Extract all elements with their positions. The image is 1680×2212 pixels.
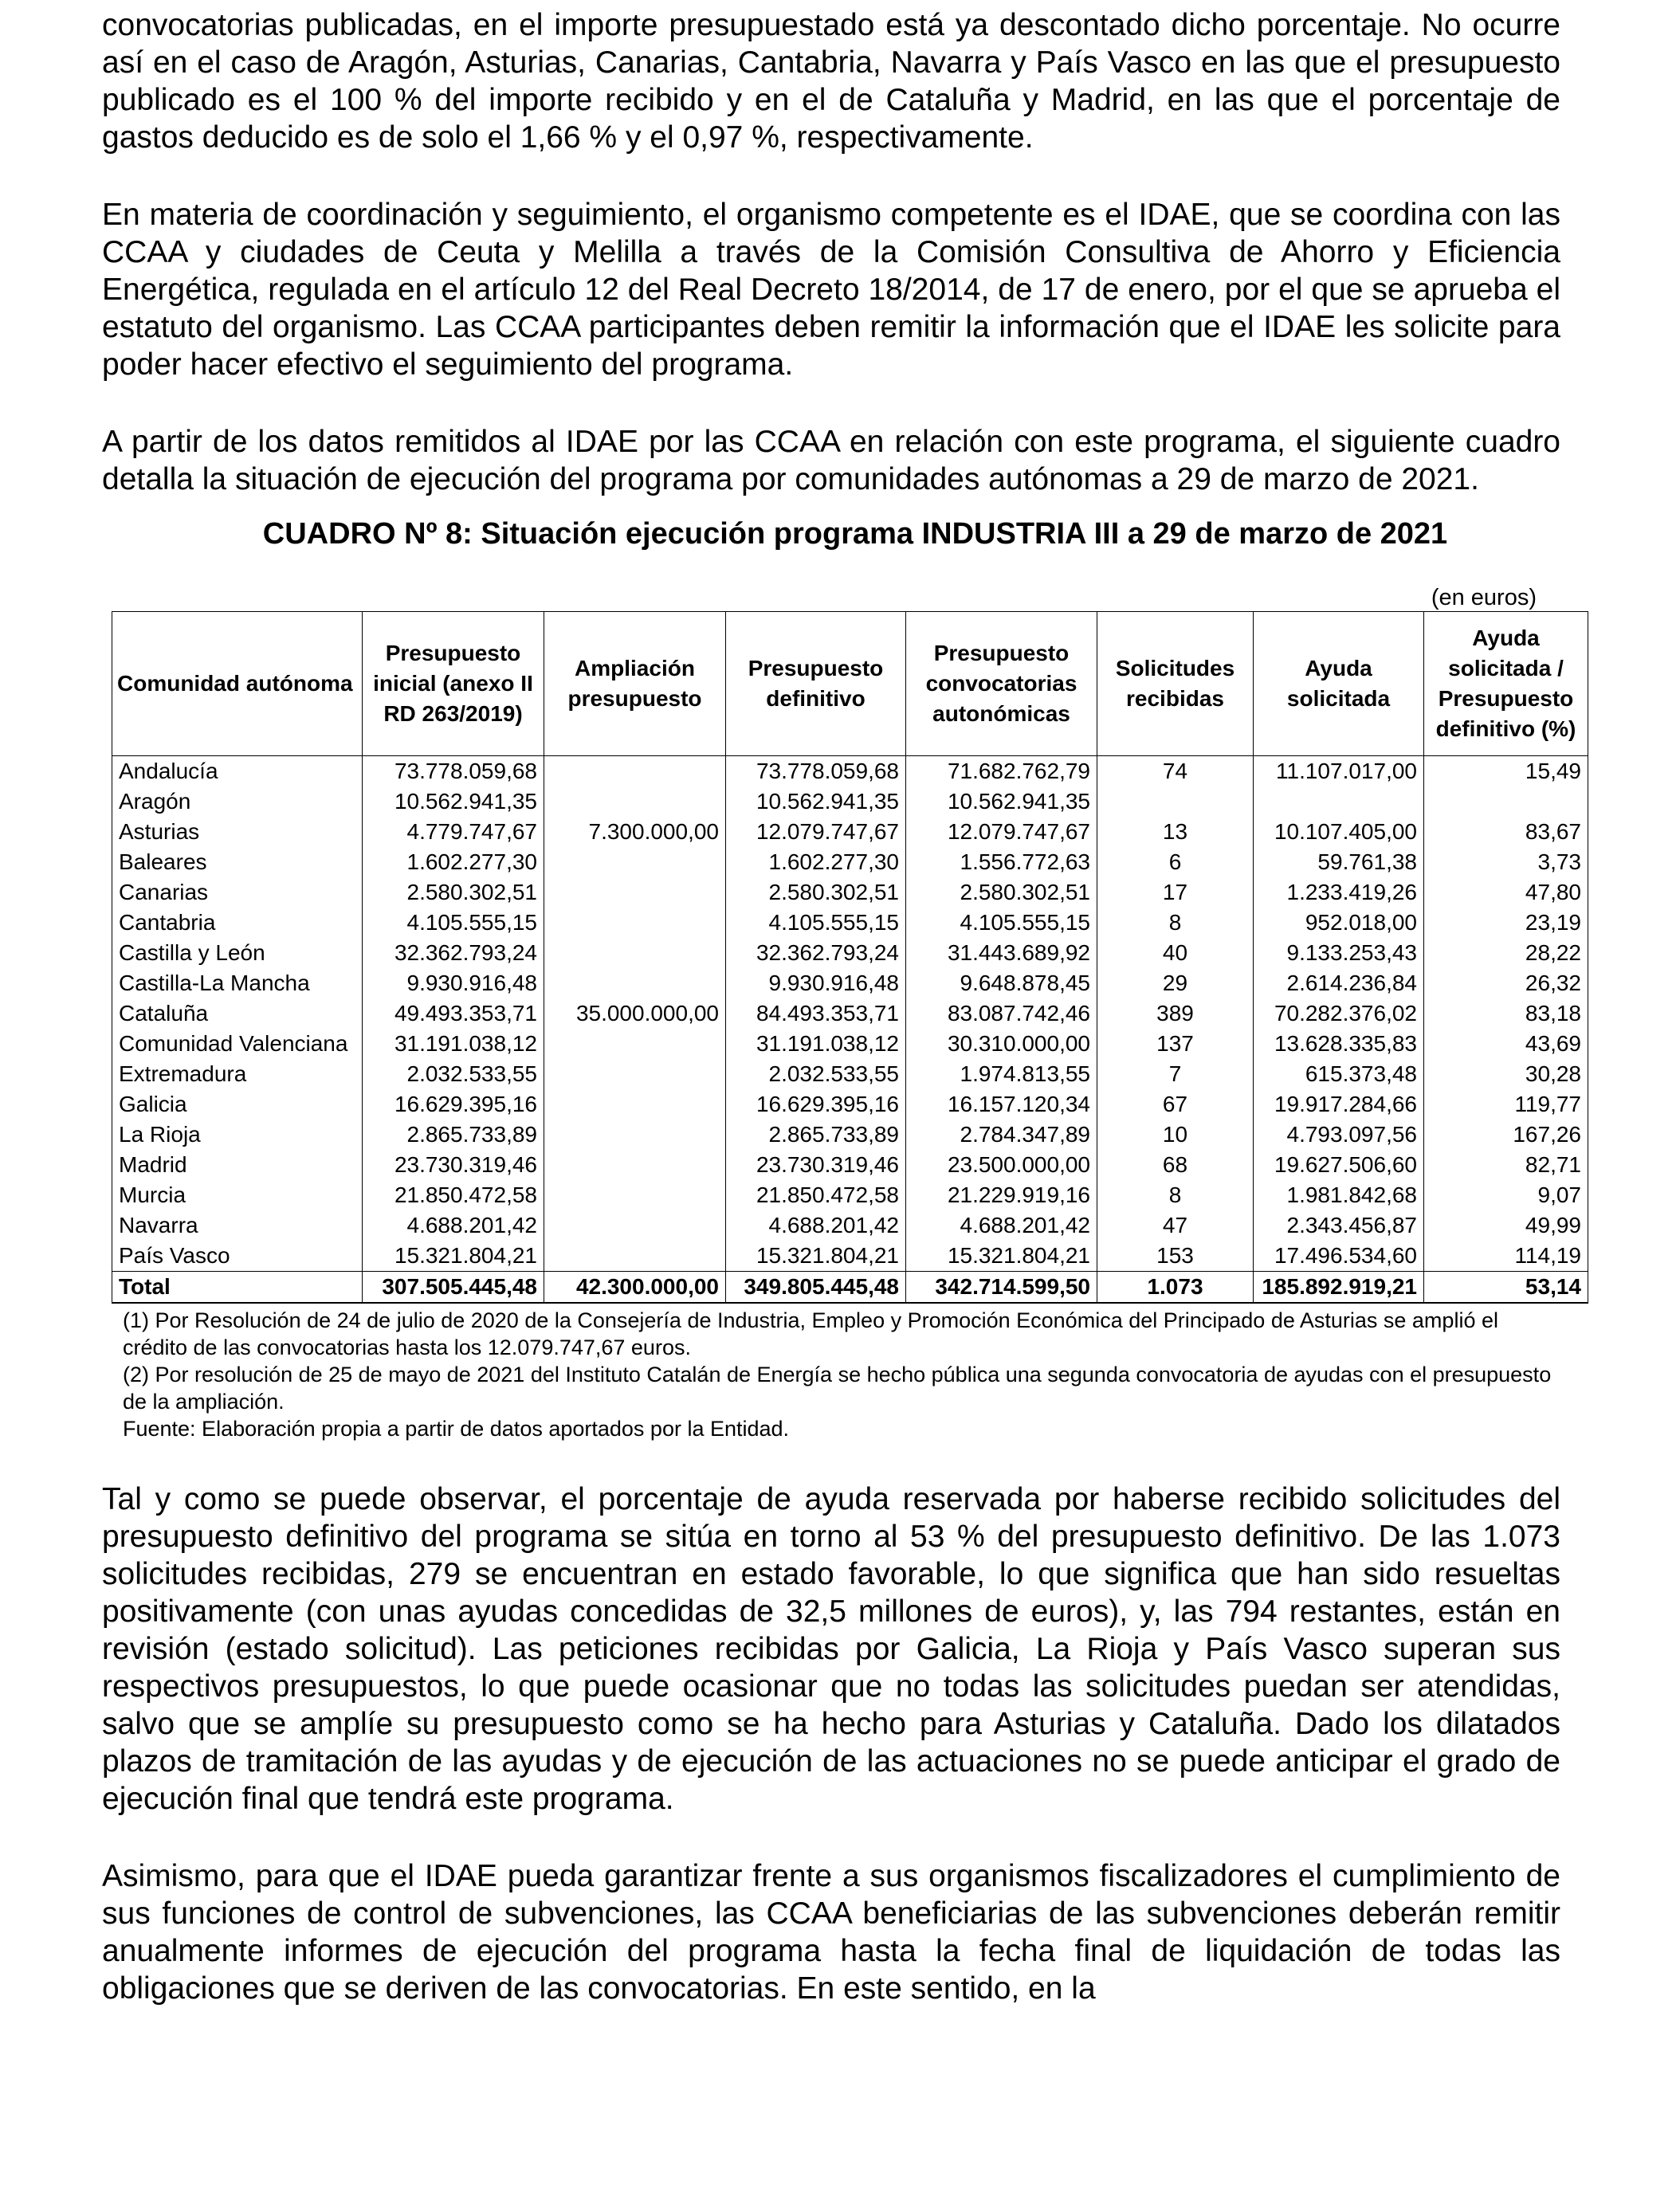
cell-solicitudes: 8 [1097,908,1254,938]
cell-ampliacion [544,1029,726,1059]
table-row [112,908,1588,938]
cell-presupuesto-inicial: 2.865.733,89 [363,1120,544,1150]
cell-presupuesto-inicial: 73.778.059,68 [363,756,544,787]
cell-ampliacion [544,968,726,998]
cell-ayuda-solicitada: 19.627.506,60 [1254,1150,1424,1180]
cell-ampliacion: 35.000.000,00 [544,998,726,1029]
table-units: (en euros) [1431,585,1537,610]
total-comunidad: Total [112,1272,363,1304]
cell-ayuda-porcentaje: 9,07 [1424,1180,1588,1210]
cell-ayuda-porcentaje: 82,71 [1424,1150,1588,1180]
cell-presupuesto-inicial: 2.032.533,55 [363,1059,544,1089]
table-body [112,756,1588,1304]
cell-presupuesto-convocatorias: 4.688.201,42 [906,1210,1097,1241]
cell-solicitudes: 74 [1097,756,1254,787]
cell-ayuda-porcentaje: 15,49 [1424,756,1588,787]
cell-presupuesto-convocatorias: 1.556.772,63 [906,847,1097,877]
total-ayuda-solicitada: 185.892.919,21 [1254,1272,1424,1304]
cell-ayuda-solicitada: 19.917.284,66 [1254,1089,1424,1120]
cell-presupuesto-inicial: 2.580.302,51 [363,877,544,908]
header-comunidad: Comunidad autónoma [112,612,363,756]
cell-comunidad: Madrid [112,1150,363,1180]
cell-presupuesto-convocatorias: 1.974.813,55 [906,1059,1097,1089]
total-ayuda-porcentaje: 53,14 [1424,1272,1588,1304]
table-row [112,817,1588,847]
cell-comunidad: La Rioja [112,1120,363,1150]
cell-comunidad: Andalucía [112,756,363,787]
cell-ayuda-solicitada: 1.233.419,26 [1254,877,1424,908]
table-row [112,786,1588,817]
total-ampliacion: 42.300.000,00 [544,1272,726,1304]
cell-presupuesto-inicial: 21.850.472,58 [363,1180,544,1210]
total-solicitudes: 1.073 [1097,1272,1254,1304]
cell-comunidad: Canarias [112,877,363,908]
cell-presupuesto-definitivo: 4.688.201,42 [726,1210,906,1241]
cell-presupuesto-inicial: 4.779.747,67 [363,817,544,847]
cell-comunidad: Extremadura [112,1059,363,1089]
cell-presupuesto-inicial: 31.191.038,12 [363,1029,544,1059]
cell-ayuda-porcentaje [1424,786,1588,817]
cell-comunidad: Aragón [112,786,363,817]
cell-ayuda-solicitada: 59.761,38 [1254,847,1424,877]
cell-presupuesto-convocatorias: 2.580.302,51 [906,877,1097,908]
cell-presupuesto-convocatorias: 10.562.941,35 [906,786,1097,817]
cell-ayuda-solicitada: 10.107.405,00 [1254,817,1424,847]
cell-solicitudes: 6 [1097,847,1254,877]
header-solicitudes: Solicitudes recibidas [1097,612,1254,756]
cell-presupuesto-convocatorias: 15.321.804,21 [906,1241,1097,1272]
cell-comunidad: Comunidad Valenciana [112,1029,363,1059]
source-note: Fuente: Elaboración propia a partir de datos aportados por la Entidad. [123,1417,790,1441]
cell-presupuesto-definitivo: 10.562.941,35 [726,786,906,817]
cell-comunidad: Galicia [112,1089,363,1120]
cell-ampliacion [544,756,726,787]
cell-comunidad: País Vasco [112,1241,363,1272]
cell-solicitudes: 7 [1097,1059,1254,1089]
cell-presupuesto-definitivo: 23.730.319,46 [726,1150,906,1180]
table-row [112,998,1588,1029]
cell-solicitudes: 29 [1097,968,1254,998]
cell-ayuda-solicitada: 13.628.335,83 [1254,1029,1424,1059]
header-ayuda-solicitada: Ayuda solicitada [1254,612,1424,756]
note-2: (2) Por resolución de 25 de mayo de 2021 del Instituto Catalán de Energía se hecho pública una segunda convocatoria de ayudas con el presupuesto de la ampliación. [123,1363,1552,1414]
cell-ayuda-porcentaje: 30,28 [1424,1059,1588,1089]
cell-presupuesto-definitivo: 15.321.804,21 [726,1241,906,1272]
cell-ampliacion [544,1120,726,1150]
cell-ayuda-porcentaje: 167,26 [1424,1120,1588,1150]
cell-ayuda-solicitada: 70.282.376,02 [1254,998,1424,1029]
cell-ampliacion [544,1150,726,1180]
cell-ayuda-porcentaje: 43,69 [1424,1029,1588,1059]
cell-presupuesto-definitivo: 16.629.395,16 [726,1089,906,1120]
cell-presupuesto-definitivo: 2.580.302,51 [726,877,906,908]
cell-ayuda-porcentaje: 28,22 [1424,938,1588,968]
cell-presupuesto-inicial: 1.602.277,30 [363,847,544,877]
cell-ayuda-porcentaje: 49,99 [1424,1210,1588,1241]
table-row [112,938,1588,968]
cell-ampliacion [544,1059,726,1089]
cell-solicitudes: 47 [1097,1210,1254,1241]
cell-presupuesto-inicial: 4.105.555,15 [363,908,544,938]
cell-solicitudes: 10 [1097,1120,1254,1150]
cell-presupuesto-convocatorias: 71.682.762,79 [906,756,1097,787]
cell-presupuesto-definitivo: 2.032.533,55 [726,1059,906,1089]
cell-ayuda-solicitada: 2.614.236,84 [1254,968,1424,998]
cell-ayuda-solicitada: 17.496.534,60 [1254,1241,1424,1272]
cell-solicitudes: 40 [1097,938,1254,968]
cell-presupuesto-definitivo: 84.493.353,71 [726,998,906,1029]
note-1: (1) Por Resolución de 24 de julio de 2020 de la Consejería de Industria, Empleo y Promoción Económica del Principado de Asturias se amplió el crédito de las convocatorias hasta los 12.079.747,67 euros. [123,1308,1498,1359]
cell-ayuda-solicitada: 1.981.842,68 [1254,1180,1424,1210]
cell-comunidad: Cantabria [112,908,363,938]
cell-presupuesto-convocatorias: 9.648.878,45 [906,968,1097,998]
cell-presupuesto-definitivo: 32.362.793,24 [726,938,906,968]
paragraph-4: Tal y como se puede observar, el porcentaje de ayuda reservada por haberse recibido solicitudes del presupuesto definitivo del programa se sitúa en torno al 53 % del presupuesto definitivo. De las 1.073 solicitudes recibidas, 279 se encuentran en estado favorable, lo que significa que han sido resueltas positivamente (con unas ayudas concedidas de 32,5 millones de euros), y, las 794 restantes, están en revisión (estado solicitud). Las peticiones recibidas por Galicia, La Rioja y País Vasco superan sus respectivos presupuestos, lo que puede ocasionar que no todas las solicitudes puedan ser atendidas, salvo que se amplíe su presupuesto como se ha hecho para Asturias y Cataluña. Dado los dilatados plazos de tramitación de las ayudas y de ejecución de las actuaciones no se puede anticipar el grado de ejecución final que tendrá este programa. [102,1482,1560,1816]
cell-ampliacion [544,786,726,817]
cell-ayuda-porcentaje: 47,80 [1424,877,1588,908]
cell-ampliacion [544,938,726,968]
cell-presupuesto-inicial: 32.362.793,24 [363,938,544,968]
table-row [112,756,1588,787]
cell-presupuesto-definitivo: 9.930.916,48 [726,968,906,998]
cell-presupuesto-inicial: 16.629.395,16 [363,1089,544,1120]
table-row [112,1150,1588,1180]
table-row [112,1210,1588,1241]
header-presupuesto-convocatorias: Presupuesto convocatorias autonómicas [906,612,1097,756]
cell-ampliacion [544,877,726,908]
cell-comunidad: Castilla-La Mancha [112,968,363,998]
cell-ayuda-porcentaje: 83,18 [1424,998,1588,1029]
cell-comunidad: Asturias [112,817,363,847]
paragraph-2: En materia de coordinación y seguimiento, el organismo competente es el IDAE, que se coordina con las CCAA y ciudades de Ceuta y Melilla a través de la Comisión Consultiva de Ahorro y Eficiencia Energética, regulada en el artículo 12 del Real Decreto 18/2014, de 17 de enero, por el que se aprueba el estatuto del organismo. Las CCAA participantes deben remitir la información que el IDAE les solicite para poder hacer efectivo el seguimiento del programa. [102,198,1560,382]
cell-ampliacion [544,908,726,938]
cell-ampliacion [544,1241,726,1272]
cell-ayuda-solicitada: 11.107.017,00 [1254,756,1424,787]
table-row [112,968,1588,998]
cell-presupuesto-definitivo: 12.079.747,67 [726,817,906,847]
total-presupuesto-convocatorias: 342.714.599,50 [906,1272,1097,1304]
cell-solicitudes: 153 [1097,1241,1254,1272]
cell-presupuesto-inicial: 23.730.319,46 [363,1150,544,1180]
header-presupuesto-definitivo: Presupuesto definitivo [726,612,906,756]
cell-ayuda-solicitada: 4.793.097,56 [1254,1120,1424,1150]
cell-comunidad: Castilla y León [112,938,363,968]
paragraph-3: A partir de los datos remitidos al IDAE por las CCAA en relación con este programa, el siguiente cuadro detalla la situación de ejecución del programa por comunidades autónomas a 29 de marzo de 2021. [102,425,1560,496]
cell-ampliacion: 7.300.000,00 [544,817,726,847]
cell-comunidad: Navarra [112,1210,363,1241]
table-row [112,1059,1588,1089]
total-presupuesto-definitivo: 349.805.445,48 [726,1272,906,1304]
cell-ayuda-solicitada: 9.133.253,43 [1254,938,1424,968]
cell-solicitudes: 13 [1097,817,1254,847]
table-row [112,1120,1588,1150]
header-ayuda-porcentaje: Ayuda solicitada / Presupuesto definitivo (%) [1424,612,1588,756]
cell-presupuesto-definitivo: 31.191.038,12 [726,1029,906,1059]
paragraph-1: convocatorias publicadas, en el importe presupuestado está ya descontado dicho porcentaje. No ocurre así en el caso de Aragón, Asturias, Canarias, Cantabria, Navarra y País Vasco en las que el presupuesto publicado es el 100 % del importe recibido y en el de Cataluña y Madrid, en las que el porcentaje de gastos deducido es de solo el 1,66 % y el 0,97 %, respectivamente. [102,8,1560,155]
total-presupuesto-inicial: 307.505.445,48 [363,1272,544,1304]
document-page [102,6,1581,2007]
cell-presupuesto-inicial: 4.688.201,42 [363,1210,544,1241]
cell-ayuda-solicitada: 615.373,48 [1254,1059,1424,1089]
cell-presupuesto-definitivo: 2.865.733,89 [726,1120,906,1150]
table-row [112,1180,1588,1210]
cell-ayuda-porcentaje: 3,73 [1424,847,1588,877]
table-row [112,1089,1588,1120]
table-row [112,877,1588,908]
cell-comunidad: Murcia [112,1180,363,1210]
table-caption: CUADRO Nº 8: Situación ejecución programa INDUSTRIA III a 29 de marzo de 2021 [262,517,1448,551]
cell-presupuesto-inicial: 49.493.353,71 [363,998,544,1029]
table-total-row [112,1272,1588,1304]
cell-presupuesto-convocatorias: 30.310.000,00 [906,1029,1097,1059]
cell-presupuesto-convocatorias: 16.157.120,34 [906,1089,1097,1120]
cell-comunidad: Baleares [112,847,363,877]
table-row [112,1029,1588,1059]
cell-solicitudes: 17 [1097,877,1254,908]
cell-ayuda-porcentaje: 26,32 [1424,968,1588,998]
cell-ayuda-porcentaje: 23,19 [1424,908,1588,938]
header-ampliacion: Ampliación presupuesto [544,612,726,756]
cell-ayuda-porcentaje: 114,19 [1424,1241,1588,1272]
table-notes [123,1307,1565,1442]
cell-ayuda-solicitada: 952.018,00 [1254,908,1424,938]
cell-presupuesto-convocatorias: 2.784.347,89 [906,1120,1097,1150]
execution-table [112,611,1588,1304]
cell-presupuesto-definitivo: 1.602.277,30 [726,847,906,877]
cell-presupuesto-inicial: 15.321.804,21 [363,1241,544,1272]
cell-presupuesto-definitivo: 73.778.059,68 [726,756,906,787]
cell-solicitudes: 137 [1097,1029,1254,1059]
cell-presupuesto-convocatorias: 4.105.555,15 [906,908,1097,938]
cell-presupuesto-convocatorias: 21.229.919,16 [906,1180,1097,1210]
cell-presupuesto-convocatorias: 31.443.689,92 [906,938,1097,968]
cell-solicitudes: 68 [1097,1150,1254,1180]
cell-ayuda-solicitada: 2.343.456,87 [1254,1210,1424,1241]
paragraph-5: Asimismo, para que el IDAE pueda garantizar frente a sus organismos fiscalizadores el cumplimiento de sus funciones de control de subvenciones, las CCAA beneficiarias de las subvenciones deberán remitir anualmente informes de ejecución del programa hasta la fecha final de liquidación de todas las obligaciones que se deriven de las convocatorias. En este sentido, en la [102,1859,1560,2006]
cell-ayuda-solicitada [1254,786,1424,817]
cell-ayuda-porcentaje: 119,77 [1424,1089,1588,1120]
cell-comunidad: Cataluña [112,998,363,1029]
cell-ampliacion [544,1180,726,1210]
cell-presupuesto-definitivo: 21.850.472,58 [726,1180,906,1210]
table-header-row [112,612,1588,756]
cell-ayuda-porcentaje: 83,67 [1424,817,1588,847]
cell-presupuesto-convocatorias: 23.500.000,00 [906,1150,1097,1180]
cell-solicitudes: 8 [1097,1180,1254,1210]
cell-presupuesto-inicial: 10.562.941,35 [363,786,544,817]
cell-solicitudes: 67 [1097,1089,1254,1120]
table-row [112,847,1588,877]
header-presupuesto-inicial: Presupuesto inicial (anexo II RD 263/2019) [363,612,544,756]
cell-solicitudes: 389 [1097,998,1254,1029]
cell-ampliacion [544,1210,726,1241]
cell-ampliacion [544,1089,726,1120]
table-row [112,1241,1588,1272]
cell-ampliacion [544,847,726,877]
cell-presupuesto-definitivo: 4.105.555,15 [726,908,906,938]
cell-presupuesto-convocatorias: 12.079.747,67 [906,817,1097,847]
cell-presupuesto-convocatorias: 83.087.742,46 [906,998,1097,1029]
cell-solicitudes [1097,786,1254,817]
cell-presupuesto-inicial: 9.930.916,48 [363,968,544,998]
